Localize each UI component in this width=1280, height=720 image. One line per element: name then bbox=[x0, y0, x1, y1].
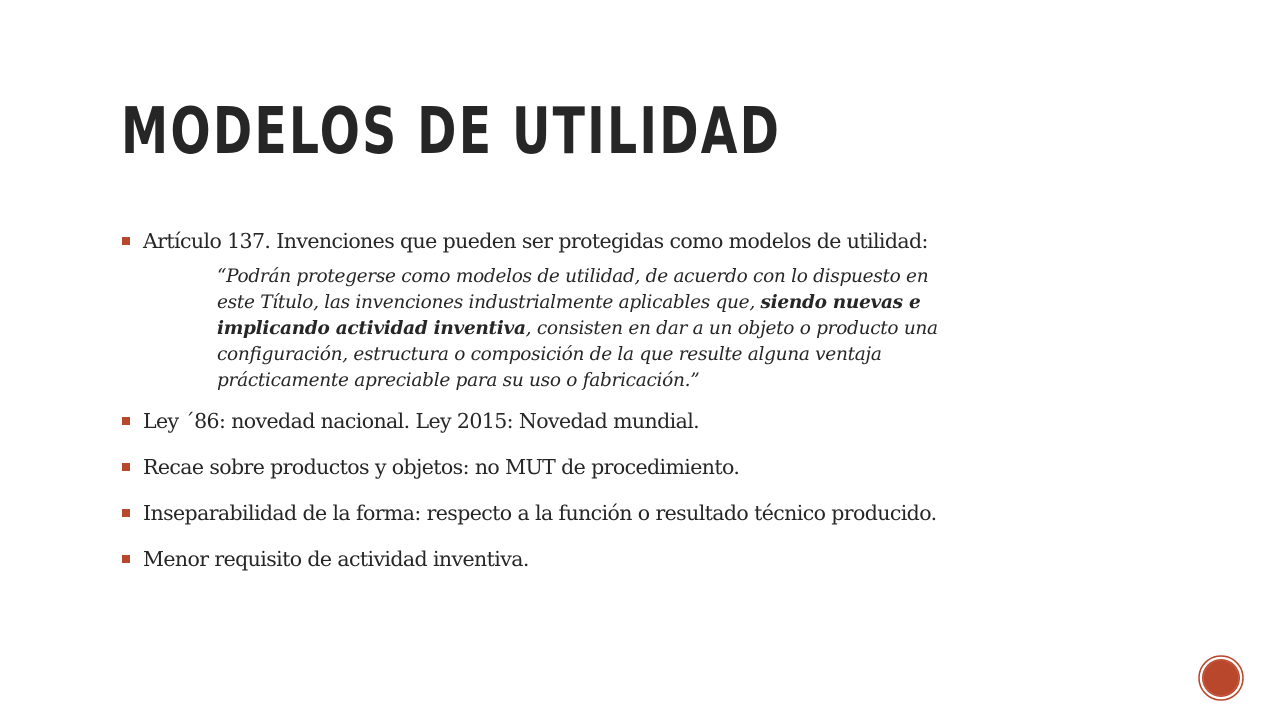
bullet-text: Artículo 137. Invenciones que pueden ser protegidas como modelos de utilidad: bbox=[143, 229, 928, 253]
quote-block bbox=[217, 264, 1167, 394]
quote-line bbox=[217, 290, 1167, 316]
bullet-inseparabilidad bbox=[122, 498, 1182, 528]
bullet-text: Menor requisito de actividad inventiva. bbox=[143, 547, 529, 571]
quote-line bbox=[217, 316, 1167, 342]
quote-line bbox=[217, 264, 1167, 290]
bullet-menor bbox=[122, 544, 1182, 574]
quote-text: prácticamente apreciable para su uso o fabricación.” bbox=[217, 370, 700, 391]
quote-bold-text: implicando actividad inventiva bbox=[217, 318, 526, 339]
bullet-text: Inseparabilidad de la forma: respecto a la función o resultado técnico producido. bbox=[143, 501, 937, 525]
quote-text: , consisten en dar a un objeto o producto una bbox=[525, 318, 938, 339]
circle-badge-icon bbox=[1198, 655, 1244, 701]
bullet-text: Recae sobre productos y objetos: no MUT de procedimiento. bbox=[143, 455, 740, 479]
bullet-marker-icon bbox=[122, 463, 130, 471]
quote-bold-text: siendo nuevas e bbox=[760, 292, 921, 313]
slide-content bbox=[122, 226, 1182, 574]
quote-text: “Podrán protegerse como modelos de utilidad, de acuerdo con lo dispuesto en bbox=[217, 266, 929, 287]
bullet-ley bbox=[122, 406, 1182, 436]
bullet-marker-icon bbox=[122, 555, 130, 563]
slide-title: MODELOS DE UTILIDAD bbox=[121, 95, 782, 169]
quote-text: configuración, estructura o composición de la que resulte alguna ventaja bbox=[217, 344, 882, 365]
bullet-article bbox=[122, 226, 1182, 256]
bullet-marker-icon bbox=[122, 509, 130, 517]
bullet-text: Ley ´86: novedad nacional. Ley 2015: Novedad mundial. bbox=[143, 409, 700, 433]
bullet-recae bbox=[122, 452, 1182, 482]
bullet-marker-icon bbox=[122, 417, 130, 425]
quote-line bbox=[217, 342, 1167, 368]
bullet-marker-icon bbox=[122, 237, 130, 245]
quote-line bbox=[217, 368, 1167, 394]
quote-text: este Título, las invenciones industrialmente aplicables que, bbox=[217, 292, 761, 313]
